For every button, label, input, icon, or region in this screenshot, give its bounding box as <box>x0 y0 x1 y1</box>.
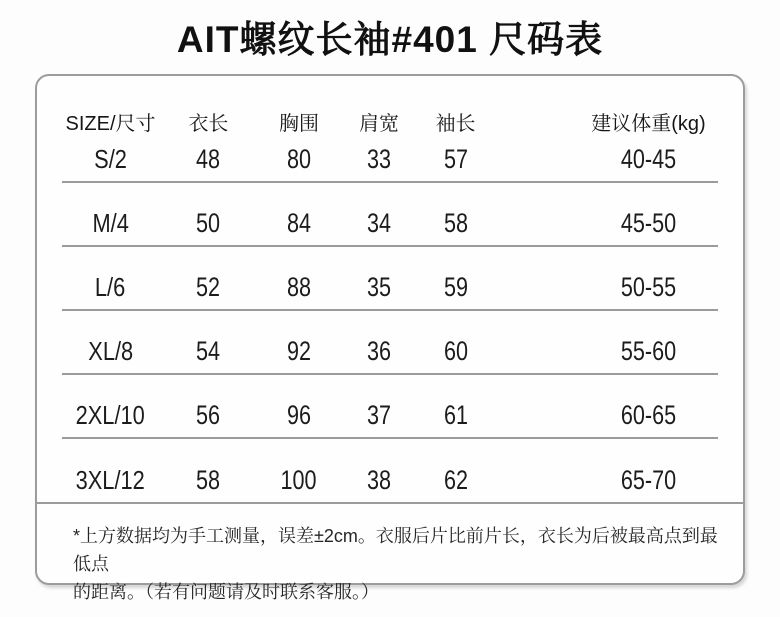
table-row <box>62 182 718 246</box>
cell-sleeve: 58 <box>443 208 468 238</box>
cell-chest: 84 <box>286 208 311 238</box>
page-title: AIT螺纹长袖#401 尺码表 <box>176 19 604 60</box>
spacer-cell <box>493 246 579 310</box>
cell-chest: 96 <box>286 400 311 430</box>
table-header-row <box>62 76 718 142</box>
cell-chest: 88 <box>286 272 311 302</box>
cell-sleeve: 57 <box>443 144 468 174</box>
cell-chest: 100 <box>280 465 317 495</box>
cell-shoulder: 38 <box>366 465 391 495</box>
cell-sleeve: 59 <box>443 272 468 302</box>
column-header-shoulder: 肩宽 <box>358 113 399 135</box>
size-chart-card <box>35 74 745 602</box>
column-header-sleeve: 袖长 <box>435 113 476 135</box>
measurement-footnote <box>37 502 743 606</box>
spacer-cell <box>493 310 579 374</box>
column-header-chest: 胸围 <box>278 113 319 135</box>
column-header-size: SIZE/尺寸 <box>65 113 156 135</box>
cell-weight: 55-60 <box>620 336 677 366</box>
cell-shoulder: 34 <box>366 208 391 238</box>
spacer-cell <box>493 142 579 182</box>
table-row <box>62 142 718 182</box>
cell-sleeve: 62 <box>443 465 468 495</box>
spacer-cell <box>493 438 579 502</box>
cell-weight: 60-65 <box>620 400 677 430</box>
table-row <box>62 246 718 310</box>
cell-weight: 65-70 <box>620 465 677 495</box>
size-table <box>62 76 718 502</box>
spacer-cell <box>493 374 579 438</box>
cell-size: 3XL/12 <box>75 465 146 495</box>
cell-length: 52 <box>196 272 221 302</box>
cell-size: S/2 <box>94 144 127 174</box>
cell-length: 58 <box>196 465 221 495</box>
table-row <box>62 310 718 374</box>
column-header-weight: 建议体重(kg) <box>591 113 706 135</box>
footnote-line-2: 的距离。（若有问题请及时联系客服。） <box>73 582 379 602</box>
cell-shoulder: 33 <box>366 144 391 174</box>
cell-size: M/4 <box>92 208 129 238</box>
cell-size: 2XL/10 <box>75 400 146 430</box>
cell-weight: 45-50 <box>620 208 677 238</box>
cell-shoulder: 36 <box>366 336 391 366</box>
cell-shoulder: 35 <box>366 272 391 302</box>
cell-size: L/6 <box>95 272 126 302</box>
footnote-line-1: *上方数据均为手工测量，误差±2cm。衣服后片比前片长，衣长为后被最高点到最低点 <box>73 526 718 574</box>
cell-weight: 40-45 <box>620 144 677 174</box>
column-header-length: 衣长 <box>188 113 229 135</box>
cell-length: 54 <box>196 336 221 366</box>
table-row <box>62 374 718 438</box>
cell-length: 56 <box>196 400 221 430</box>
spacer-cell <box>493 182 579 246</box>
cell-length: 50 <box>196 208 221 238</box>
cell-sleeve: 61 <box>443 400 468 430</box>
table-row <box>62 438 718 502</box>
cell-sleeve: 60 <box>443 336 468 366</box>
spacer-cell <box>493 76 579 142</box>
cell-shoulder: 37 <box>366 400 391 430</box>
cell-length: 48 <box>196 144 221 174</box>
cell-weight: 50-55 <box>620 272 677 302</box>
cell-chest: 80 <box>286 144 311 174</box>
cell-chest: 92 <box>286 336 311 366</box>
cell-size: XL/8 <box>88 336 134 366</box>
